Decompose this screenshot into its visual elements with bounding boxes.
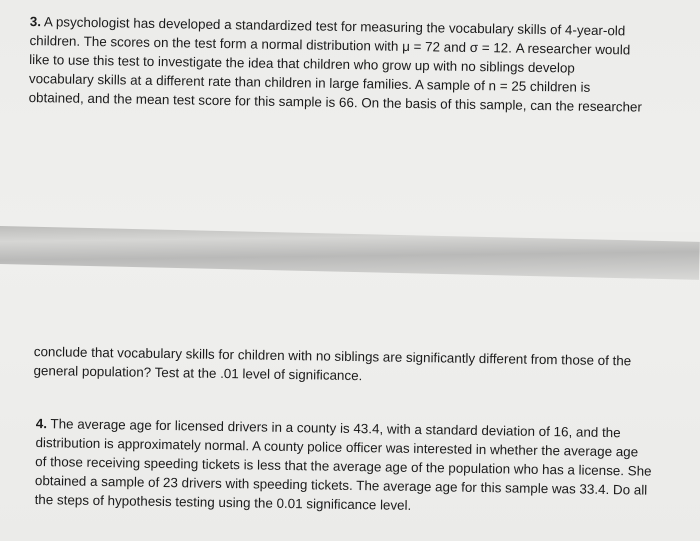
question-3-cont-line-1: conclude that vocabulary skills for children with no siblings are significantly different from those of the xyxy=(33,343,632,369)
question-3-line-4: vocabulary skills at a different rate than children in large families. A sample of n = 25 children is xyxy=(28,70,591,95)
question-4-number: 4. xyxy=(35,415,48,432)
question-3-line-3: like to use this test to investigate the idea that children who grow up with no siblings develop xyxy=(29,51,575,76)
question-4-line-5: the steps of hypothesis testing using the 0.01 significance level. xyxy=(34,491,412,513)
question-3-line-5: obtained, and the mean test score for this sample is 66. On the basis of this sample, can the researcher xyxy=(28,89,643,115)
question-3-line-2: children. The scores on the test form a normal distribution with μ = 72 and σ = 12. A researcher would xyxy=(29,32,631,58)
question-3-line-1: 3. A psychologist has developed a standardized test for measuring the vocabulary skills of 4-year-old xyxy=(29,13,626,39)
question-4-line-3: of those receiving speeding tickets is less that the average age of the population who has a license. She xyxy=(35,453,652,479)
question-4-line-4: obtained a sample of 23 drivers with speeding tickets. The average age for this sample was 33.4. Do all xyxy=(34,472,648,498)
question-4-line-2: distribution is approximately normal. A county police officer was interested in whether the average age xyxy=(35,434,639,460)
question-3-number: 3. xyxy=(29,13,42,30)
question-4 xyxy=(35,414,653,519)
question-3 xyxy=(29,12,644,117)
question-4-line-1: 4. The average age for licensed drivers in a county is 43.4, with a standard deviation of 16, and the xyxy=(35,415,621,441)
question-3-cont-line-2: general population? Test at the .01 level of significance. xyxy=(33,362,363,384)
